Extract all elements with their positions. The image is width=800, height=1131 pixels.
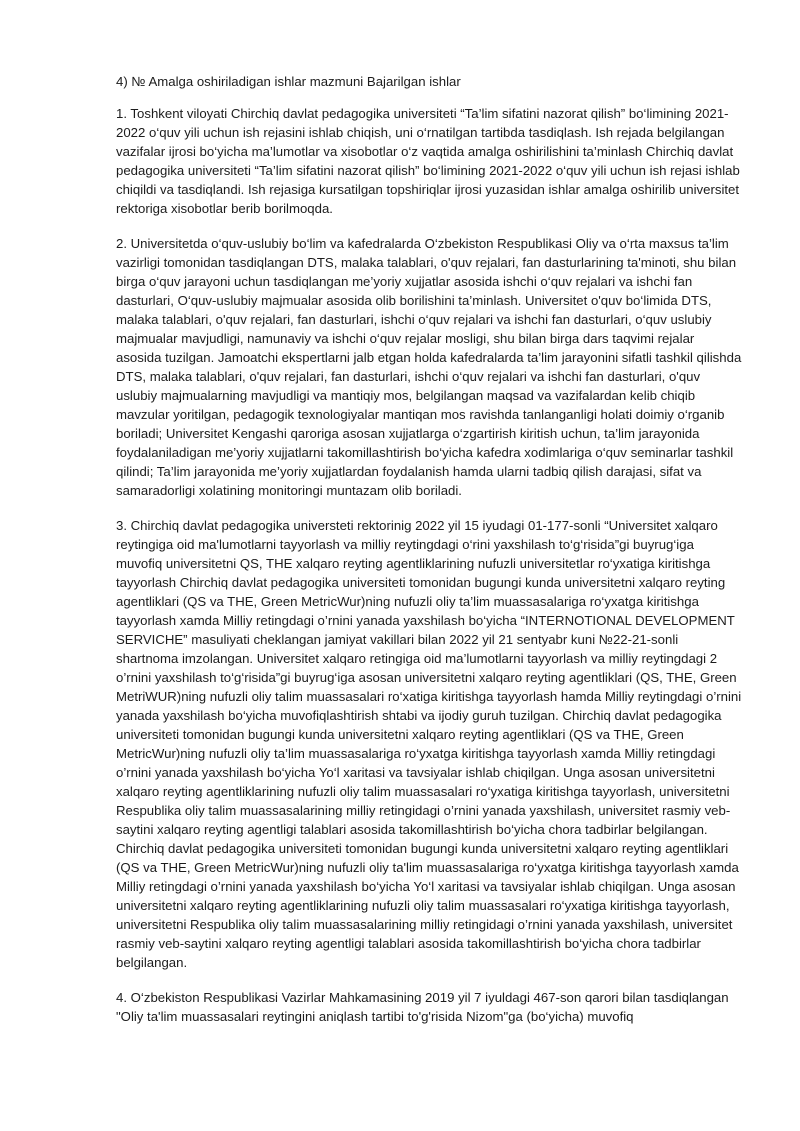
document-header: 4) № Amalga oshiriladigan ishlar mazmuni Bajarilgan ishlar (116, 74, 461, 89)
paragraph-3: 3. Chirchiq davlat pedagogika universteti rektorinig 2022 yil 15 iyudagi 01-177-sonli “Universitet xalqaro reytingiga oid ma'lumotlarni tayyorlash va milliy reytingdagi o‘rini yaxshilash to‘g‘risida”gi buyrug‘iga muvofiq universitetni QS, THE xalqaro reyting agentliklarining nufuzli universitetlar ro‘yxatiga kiritishga tayyorlash Chirchiq davlat pedagogika universiteti tomonidan bugungi kunda universitetni xalqaro reyting agentliklari (QS va THE, Green MetricWur)ning nufuzli oliy ta’lim muassasalariga ro‘yxatga kiritishga tayyorlash xamda Milliy retingdagi o’rnini yanada yaxshilash bo‘yicha “INTERNOTIONAL DEVELOPMENT SERVICHE” masuliyati cheklangan jamiyat vakillari bilan 2022 yil 21 sentyabr kuni №22-21-sonli shartnoma imzolangan. Universitet xalqaro retingiga oid ma’lumotlarni tayyorlash va milliy reytingdagi 2 o’rnini yaxshilash to‘g‘risida”gi buyrug‘iga asosan universitetni xalqaro reyting agentliklari (QS, THE, Green MetriWUR)ning nufuzli oliy talim muassasalari ro‘xatiga kiritishga tayyorlash hamda Milliy reytingdagi o’rnini yanada yaxshilash bo‘yicha muvofiqlashtirish shtabi va ijodiy guruh tuzilgan. Chirchiq davlat pedagogika universiteti tomonidan bugungi kunda universitetni xalqaro reyting agentliklari (QS va THE, Green MetricWur)ning nufuzli oliy ta’lim muassasalariga ro‘yxatga kiritishga tayyorlash xamda Milliy retingdagi o’rnini yanada yaxshilash bo‘yicha Yo‘l xaritasi va tavsiyalar ishlab chiqilgan. Unga asosan universitetni xalqaro reyting agentliklarining nufuzli oliy talim muassasalari ro‘yxatiga kiritishga tayyorlash, universitetni Respublika oliy talim muassasalarining milliy retingidagi o’rnini yanada yaxshilash, universitet rasmiy veb-saytini xalqaro reyting agentligi talablari asosida takomillashtirish bo‘yicha chora tadbirlar belgilangan. Chirchiq davlat pedagogika universiteti tomonidan bugungi kunda universitetni xalqaro reyting agentliklari (QS va THE, Green MetricWur)ning nufuzli oliy ta'lim muassasalariga ro‘yxatga kiritishga tayyorlash xamda Milliy retingdagi o’rnini yanada yaxshilash bo‘yicha Yo‘l xaritasi va tavsiyalar ishlab chiqilgan. Unga asosan universitetni xalqaro reyting agentliklarining nufuzli oliy talim muassasalari ro‘yxatiga kiritishga tayyorlash, universitetni Respublika oliy talim muassasalarining milliy retingidagi o’rnini yanada yaxshilash, universitet rasmiy veb-saytini xalqaro reyting agentligi talablari asosida takomillashtirish bo‘yicha chora tadbirlar belgilangan. (116, 518, 742, 970)
paragraph-1: 1. Toshkent viloyati Chirchiq davlat pedagogika universiteti “Ta’lim sifatini nazorat qilish” bo‘limining 2021-2022 o‘quv yili uchun ish rejasini ishlab chiqish, uni o‘rnatilgan tartibda tasdiqlash. Ish rejada belgilangan vazifalar ijrosi bo‘yicha ma’lumotlar va xisobotlar o‘z vaqtida amalga oshirilishini ta’minlash Chirchiq davlat pedagogika universiteti “Ta’lim sifatini nazorat qilish” bo‘limining 2021-2022 o‘quv yili uchun ish rejasi ishlab chiqildi va tasdiqlandi. Ish rejasiga kursatilgan topshiriqlar ijrosi yuzasidan ishlar amalga oshirilib universitet rektoriga xisobotlar berib borilmoqda. (116, 106, 740, 216)
paragraph-2: 2. Universitetda o‘quv-uslubiy bo‘lim va kafedralarda O‘zbekiston Respublikasi Oliy va o‘rta maxsus ta’lim vazirligi tomonidan tasdiqlangan DTS, malaka talablari, o'quv rejalari, fan dasturlarining ta'minoti, shu bilan birga o‘quv jarayoni uchun tasdiqlangan me’yoriy xujjatlar asosida ishchi o‘quv rejalari va ishchi fan dasturlari, O‘quv-uslubiy majmualar asosida olib borilishini ta’minlash. Universitet o'quv bo‘limida DTS, malaka talablari, o'quv rejalari, fan dasturlari, ishchi o‘quv rejalari va ishchi fan dasturlari, o‘quv uslubiy majmualar mavjudligi, namunaviy va ishchi o‘quv rejalar mosligi, shu bilan birga dars taqvimi rejalar asosida tuzilgan. Jamoatchi ekspertlarni jalb etgan holda kafedralarda ta’lim jarayonini sifatli tashkil qilishda DTS, malaka talablari, o'quv rejalari, fan dasturlari, ishchi o‘quv rejalari va ishchi fan dasturlari, o'quv uslubiy majmualarning mavjudligi va mantiqiy mos, belgilangan maqsad va vazifalardan kelib chiqib mavzular yoritilgan, pedagogik texnologiyalar mantiqan mos ravishda tanlanganligi holati doimiy o‘rganib boriladi; Universitet Kengashi qaroriga asosan xujjatlarga o‘zgartirish kiritish uchun, ta’lim jarayonida foydalaniladigan me’yoriy xujjatlarni takomillashtirish bo‘yicha kafedra xodimlariga o‘quv seminarlar tashkil qilindi; Ta’lim jarayonida me’yoriy xujjatlardan foydalanish hamda ularni tadbiq qilish darajasi, sifat va samaradorligi xolatining monitoringi muntazam olib boriladi. (116, 236, 742, 498)
document-page (116, 72, 742, 1042)
paragraph-4: 4. O‘zbekiston Respublikasi Vazirlar Mahkamasining 2019 yil 7 iyuldagi 467-son qarori bilan tasdiqlangan "Oliy ta'lim muassasalari reytingini aniqlash tartibi to'g'risida Nizom"ga (bo‘yicha) muvofiq (116, 990, 729, 1024)
